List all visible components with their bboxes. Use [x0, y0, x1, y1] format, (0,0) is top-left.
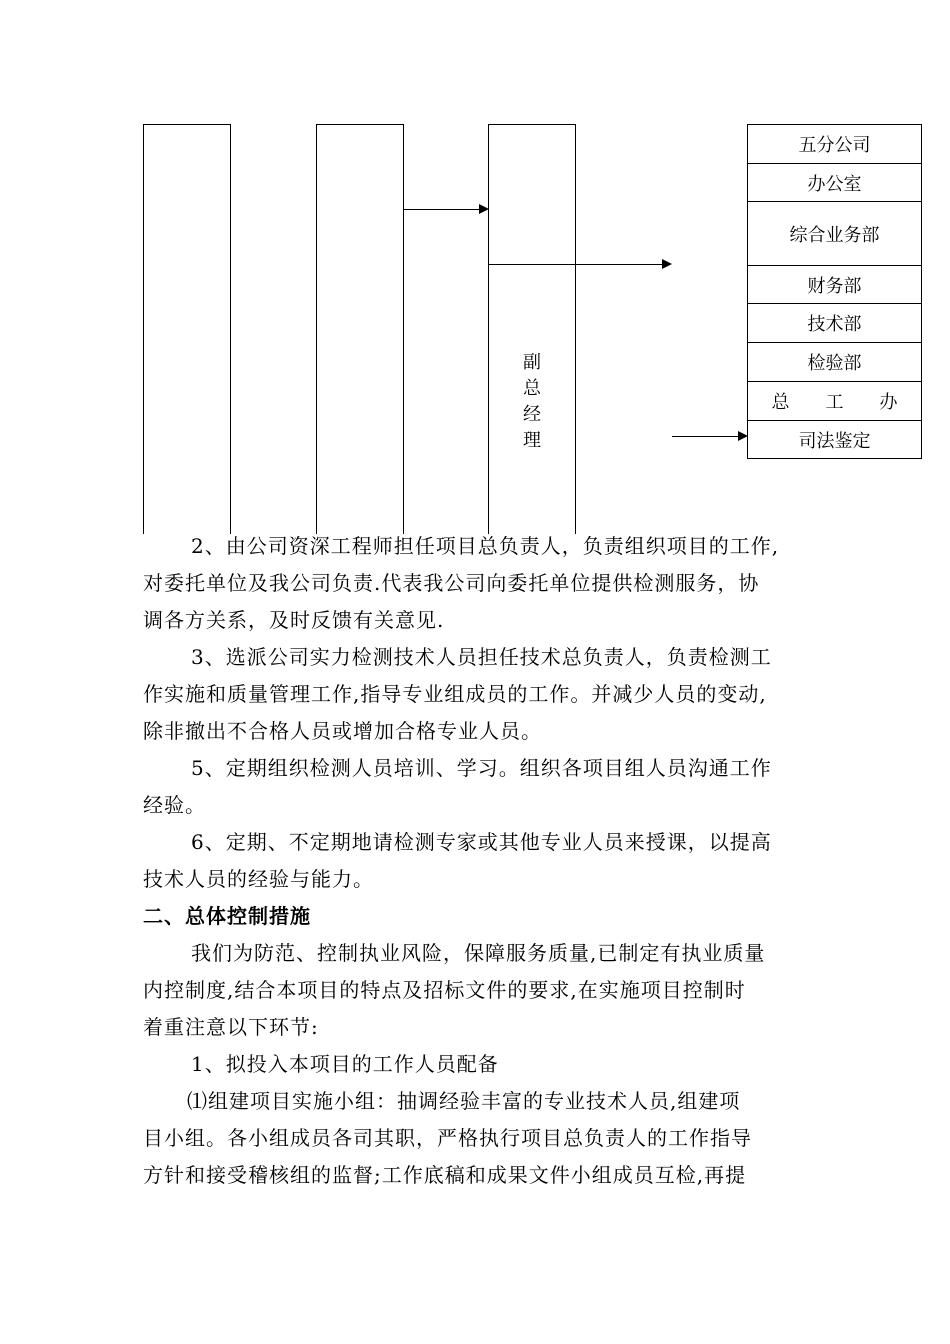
deputy-gm-char: 经	[523, 404, 541, 425]
department-row	[748, 164, 922, 202]
section-heading-text: 二、总体控制措施	[143, 904, 311, 928]
paragraph-item-2	[143, 528, 823, 639]
text-line: 1、拟投入本项目的工作人员配备	[191, 1052, 499, 1076]
text-line: 目小组。各小组成员各司其职，严格执行项目总负责人的工作指导	[143, 1126, 752, 1150]
text-line: 5、定期组织检测人员培训、学习。组织各项目组人员沟通工作	[191, 756, 772, 780]
org-box-2	[316, 124, 404, 534]
department-row	[748, 202, 922, 266]
department-cell: 司法鉴定	[748, 421, 922, 459]
deputy-gm-label	[489, 350, 575, 454]
text-line: 内控制度,结合本项目的特点及招标文件的要求,在实施项目控制时	[143, 978, 746, 1002]
paragraph-section2-intro	[143, 935, 823, 1046]
org-box-deputy-gm	[488, 124, 576, 534]
arrow-line-2	[488, 264, 663, 265]
text-line: 对委托单位及我公司负责.代表我公司向委托单位提供检测服务，协	[143, 571, 760, 595]
paragraph-sub1	[143, 1046, 823, 1083]
department-cell: 办公室	[748, 164, 922, 202]
deputy-gm-char: 理	[523, 430, 541, 451]
text-line: 调各方关系，及时反馈有关意见.	[143, 608, 445, 632]
paragraph-item-6	[143, 824, 823, 898]
department-row	[748, 421, 922, 459]
org-box-1	[143, 124, 231, 534]
text-line: 3、选派公司实力检测技术人员担任技术总负责人，负责检测工	[191, 645, 772, 669]
department-cell: 财务部	[748, 266, 922, 304]
text-line: 作实施和质量管理工作,指导专业组成员的工作。并减少人员的变动,	[143, 682, 767, 706]
department-cell: 五分公司	[748, 125, 922, 164]
department-row	[748, 266, 922, 304]
text-line: 着重注意以下环节:	[143, 1015, 319, 1039]
department-cell: 综合业务部	[748, 202, 922, 266]
text-line: 我们为防范、控制执业风险，保障服务质量,已制定有执业质量	[191, 941, 766, 965]
text-line: 2、由公司资深工程师担任项目总负责人，负责组织项目的工作,	[191, 534, 780, 558]
department-table	[747, 124, 922, 459]
text-line: 除非撤出不合格人员或增加合格专业人员。	[143, 719, 542, 743]
department-cell: 检验部	[748, 343, 922, 382]
arrow-line-3	[672, 436, 739, 437]
text-line: 经验。	[143, 793, 206, 817]
text-line: ⑴组建项目实施小组：抽调经验丰富的专业技术人员,组建项	[187, 1089, 741, 1113]
department-row	[748, 343, 922, 382]
department-row	[748, 125, 922, 164]
paragraph-item-3	[143, 639, 823, 750]
deputy-gm-char: 总	[523, 378, 541, 399]
department-row	[748, 382, 922, 421]
department-cell: 技术部	[748, 304, 922, 343]
arrow-line-1	[404, 209, 480, 210]
text-line: 6、定期、不定期地请检测专家或其他专业人员来授课，以提高	[191, 830, 772, 854]
paragraph-item-5	[143, 750, 823, 824]
department-row	[748, 304, 922, 343]
arrow-head-1	[479, 204, 489, 214]
deputy-gm-char: 副	[523, 352, 541, 373]
text-line: 技术人员的经验与能力。	[143, 867, 374, 891]
arrow-head-2	[662, 259, 672, 269]
section-heading	[143, 898, 823, 935]
department-cell: 总 工 办	[748, 382, 922, 421]
paragraph-sub1-1	[143, 1083, 823, 1194]
text-line: 方针和接受稽核组的监督;工作底稿和成果文件小组成员互检,再提	[143, 1163, 747, 1187]
